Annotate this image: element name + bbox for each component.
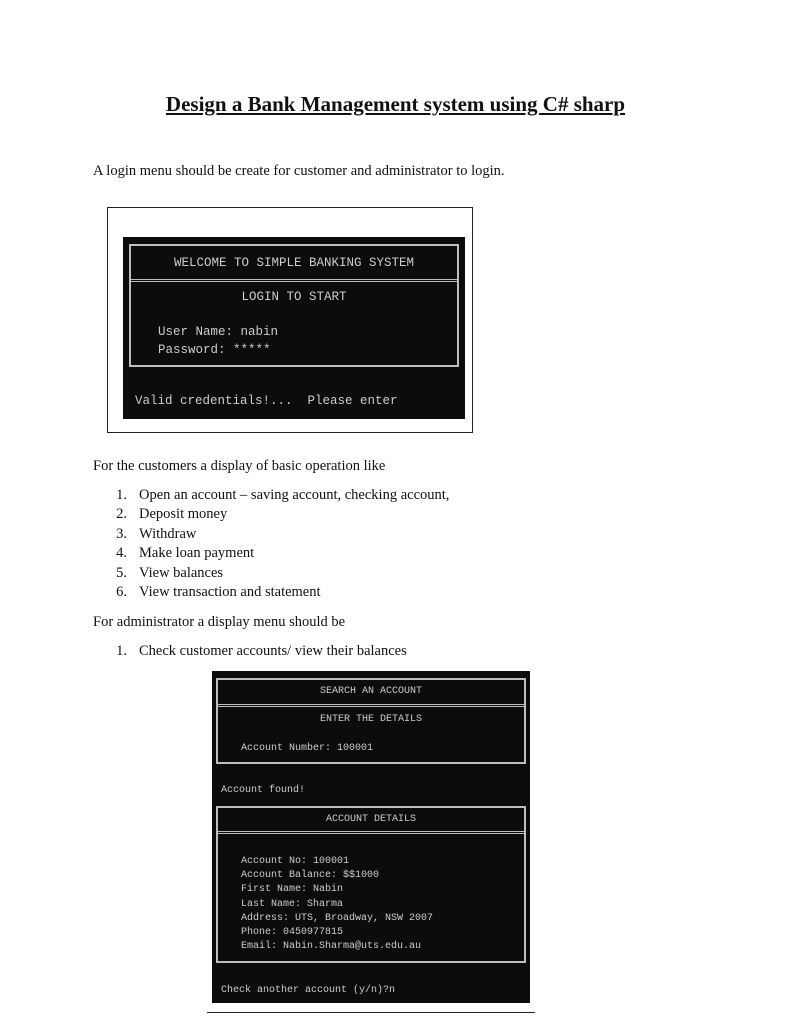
- welcome-title: WELCOME TO SIMPLE BANKING SYSTEM: [173, 256, 415, 270]
- login-divider: [131, 279, 457, 282]
- account-number-line: Account Number: 100001: [241, 743, 374, 754]
- customers-heading: For the customers a display of basic operation like: [93, 458, 386, 474]
- login-console: [123, 237, 465, 419]
- list-item: 2. Deposit money: [116, 506, 228, 523]
- detail-line: Account Balance: $$1000: [241, 870, 380, 881]
- list-item: 6. View transaction and statement: [116, 583, 321, 600]
- document-title: Design a Bank Management system using C# sharp: [165, 92, 626, 116]
- password-line: Password: *****: [158, 343, 271, 357]
- list-item: 3. Withdraw: [116, 525, 197, 542]
- admin-heading: For administrator a display menu should be: [93, 614, 346, 630]
- list-item: 1. Open an account – saving account, checking account,: [116, 487, 450, 503]
- intro-paragraph: A login menu should be create for customer and administrator to login.: [93, 163, 505, 179]
- login-prompt: LOGIN TO START: [241, 290, 347, 304]
- search-account-console: [212, 671, 530, 1003]
- detail-line: Phone: 0450977815: [241, 927, 344, 938]
- detail-line: Address: UTS, Broadway, NSW 2007: [241, 913, 434, 924]
- search-title: SEARCH AN ACCOUNT: [319, 686, 423, 697]
- list-item: 1. Check customer accounts/ view their balances: [116, 643, 407, 659]
- account-details-title: ACCOUNT DETAILS: [325, 814, 416, 825]
- detail-line: Email: Nabin.Sharma@uts.edu.au: [241, 941, 422, 952]
- login-status-message: Valid credentials!... Please enter: [135, 394, 398, 408]
- detail-line: Account No: 100001: [241, 856, 350, 867]
- admin-operations-list: [93, 642, 407, 661]
- enter-details-label: ENTER THE DETAILS: [319, 714, 423, 725]
- username-line: User Name: nabin: [158, 325, 279, 339]
- list-item: 4. Make loan payment: [116, 545, 255, 562]
- detail-line: First Name: Nabin: [241, 884, 344, 895]
- detail-line: Last Name: Sharma: [241, 899, 344, 910]
- customer-operations-list: [93, 486, 449, 602]
- check-another-prompt: Check another account (y/n)?n: [221, 985, 396, 996]
- list-item: 5. View balances: [116, 564, 224, 581]
- details-divider: [218, 831, 524, 834]
- screenshot-bottom-rule: [207, 1012, 535, 1013]
- account-found-message: Account found!: [221, 785, 306, 796]
- search-divider: [218, 704, 524, 707]
